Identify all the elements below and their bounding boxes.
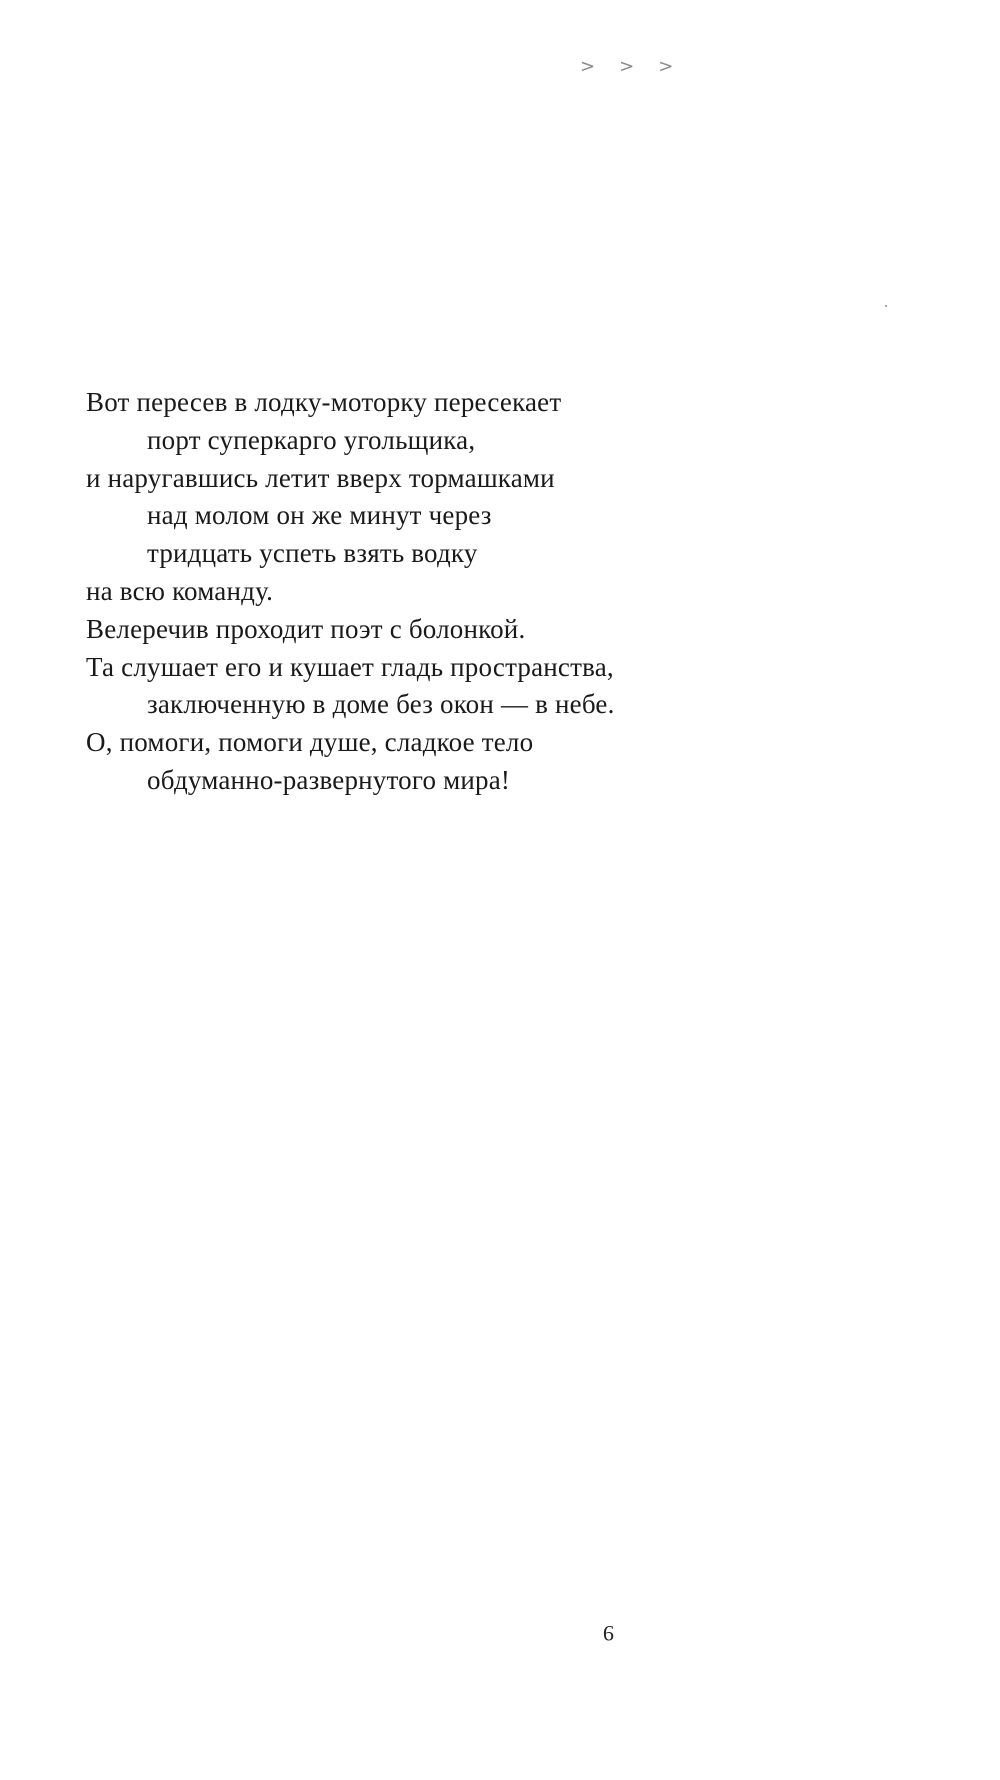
poem-line: над молом он же минут через — [147, 500, 492, 531]
poem-body — [86, 384, 846, 800]
chevron-right-icon: > — [619, 56, 635, 77]
header-marks — [580, 56, 673, 77]
poem-line: и наругавшись летит вверх тормашками — [86, 462, 555, 493]
chevron-right-icon: > — [580, 56, 596, 77]
chevron-right-icon: > — [658, 56, 674, 77]
poem-line: Вот пересев в лодку-моторку пересекает — [86, 387, 562, 417]
page-number: 9 — [603, 1621, 614, 1646]
poem-line: тридцать успеть взять водку — [147, 538, 478, 569]
poem-line: порт суперкарго угольщика, — [147, 424, 476, 455]
poem-line: заключенную в доме без окон — в небе. — [147, 689, 615, 720]
decorative-dot — [885, 305, 887, 307]
poem-line: О, помоги, помоги душе, сладкое тело — [86, 727, 534, 758]
poem-line: Велеречив проходит поэт с болонкой. — [86, 613, 526, 644]
poem-line: обдуманно-развернутого мира! — [147, 764, 511, 795]
poem-line: Та слушает его и кушает гладь пространства, — [86, 651, 614, 682]
poem-line: на всю команду. — [86, 575, 274, 606]
